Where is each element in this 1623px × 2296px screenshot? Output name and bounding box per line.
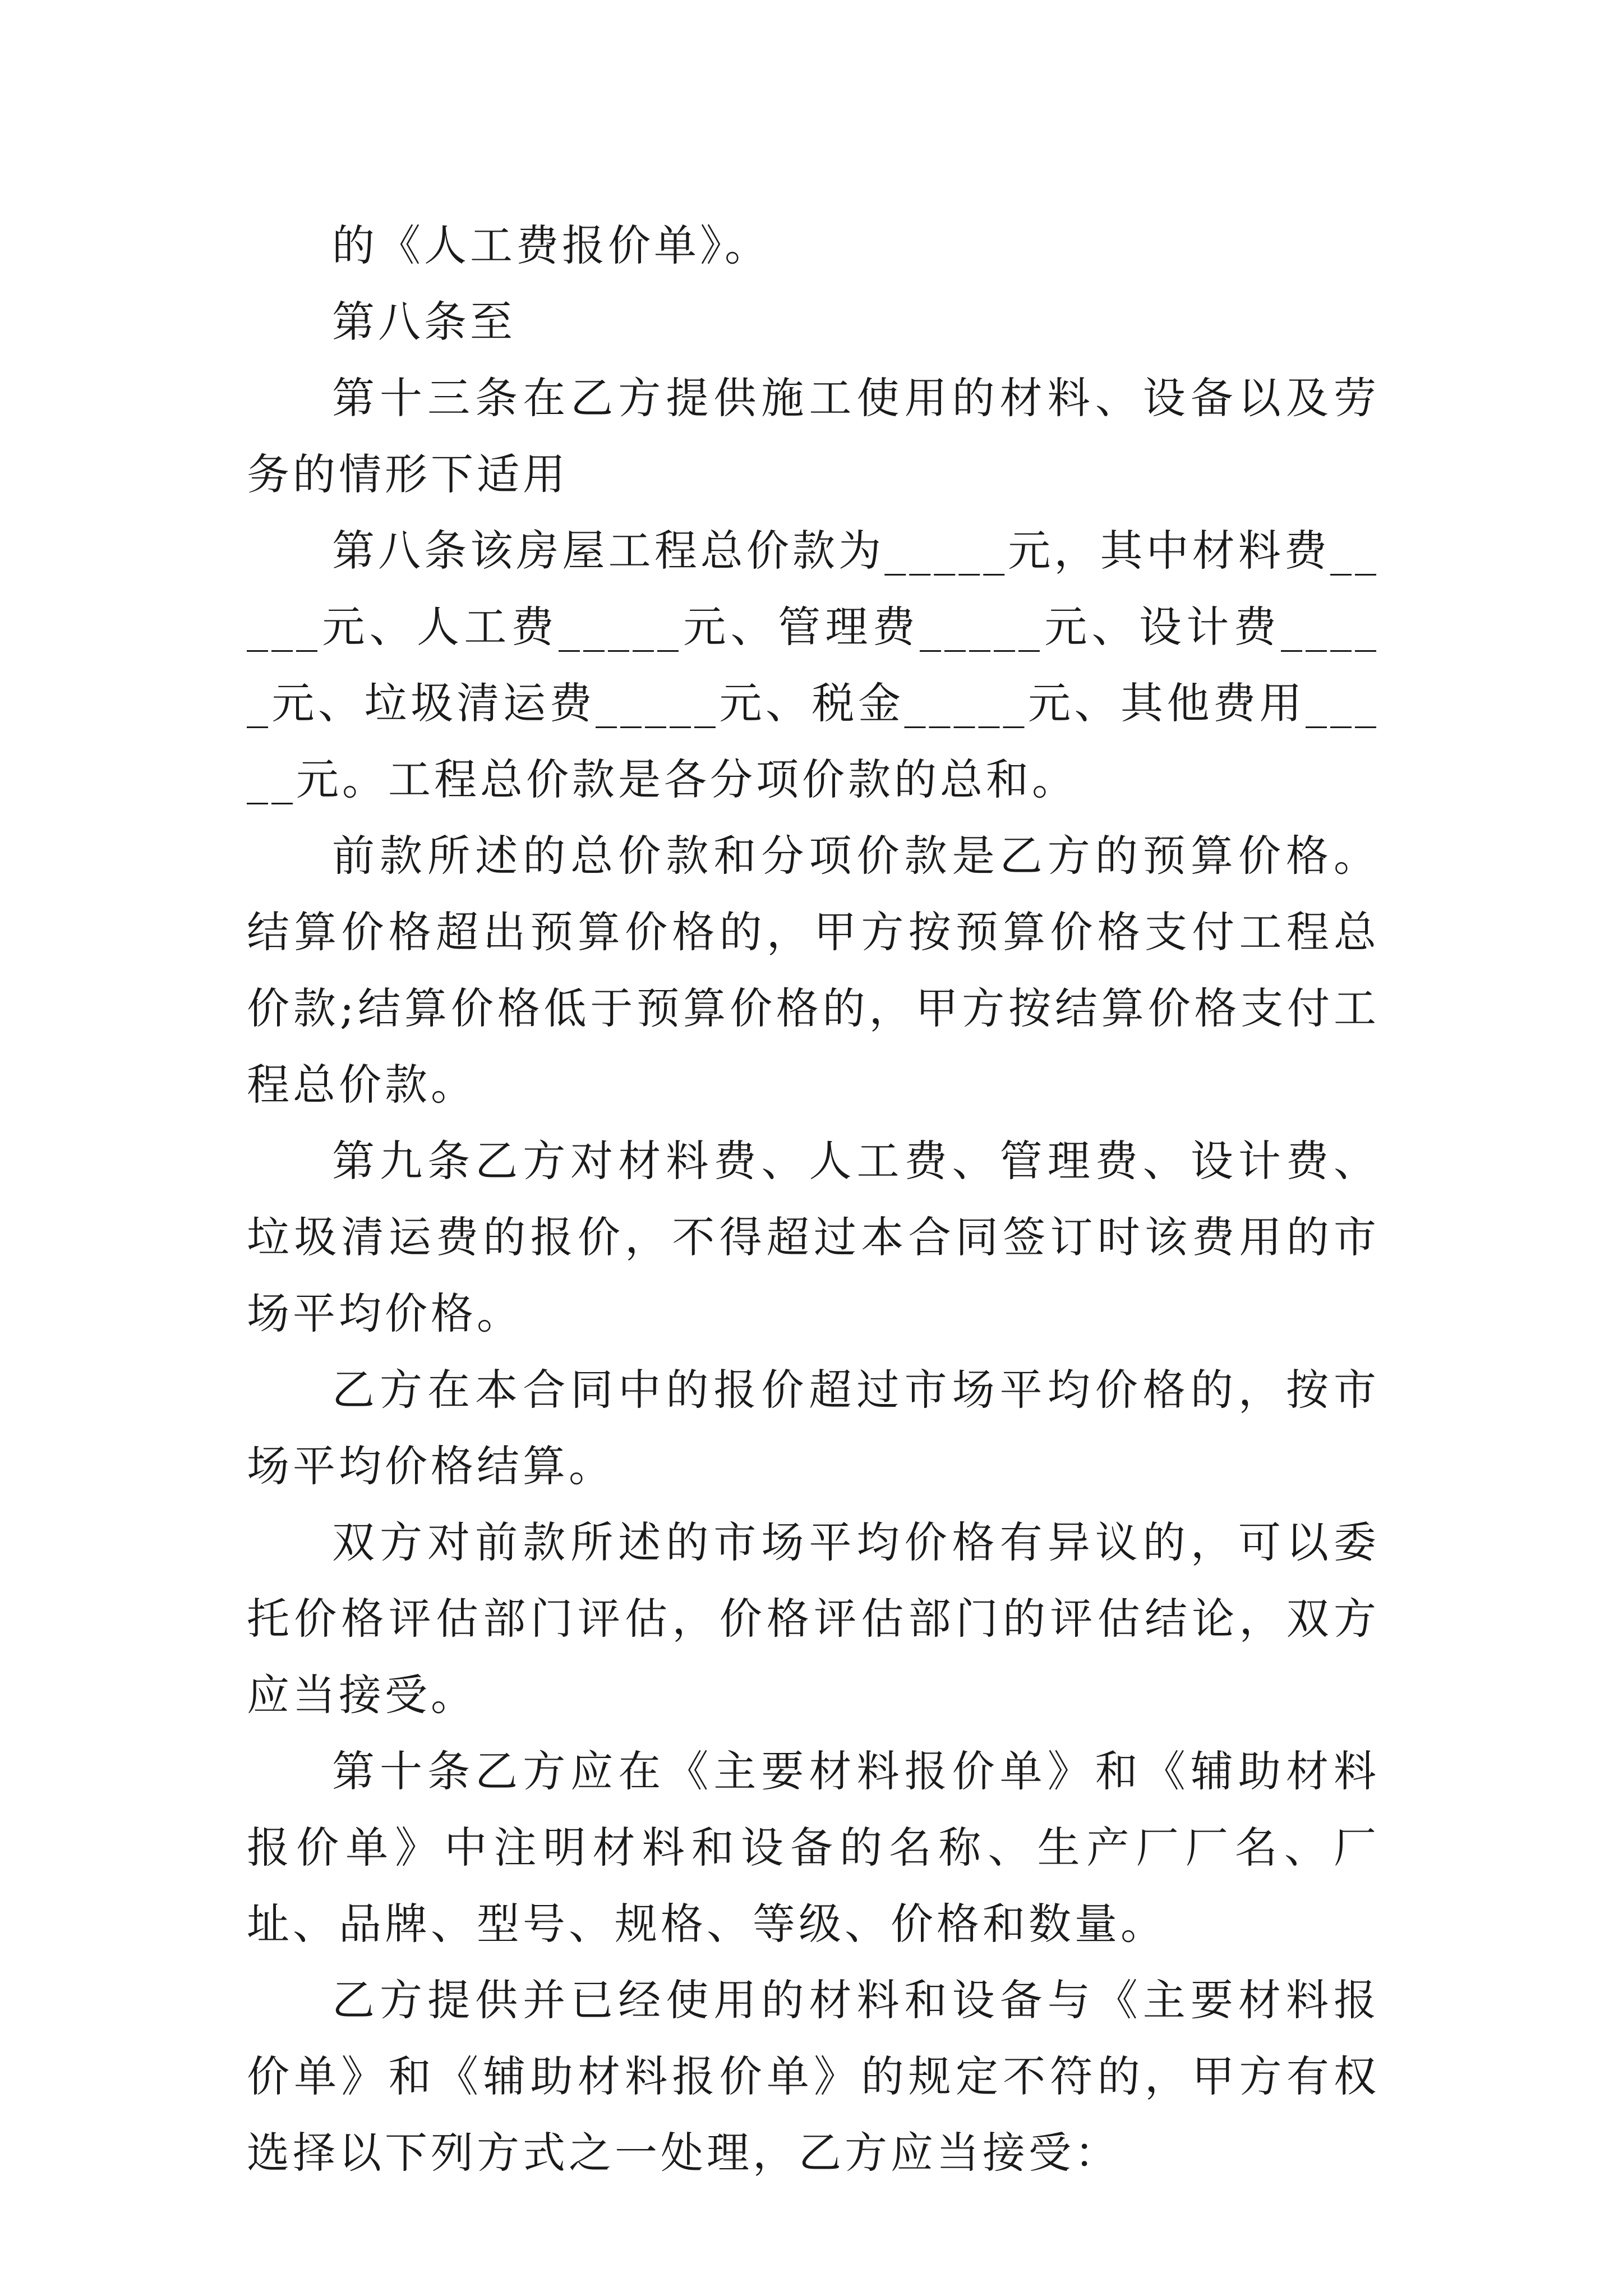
paragraph-labor-quote-ref: 的《人工费报价单》。 [332,220,771,270]
paragraph-article-10-material-details: 第十条乙方应在《主要材料报价单》和《辅助材料报价单》中注明材料和设备的名称、生产厂厂名、厂址、品牌、型号、规格、等级、价格和数量。 [247,1746,1380,1949]
paragraph-article-9-quote-limit: 第九条乙方对材料费、人工费、管理费、设计费、垃圾清运费的报价，不得超过本合同签订时该费用的市场平均价格。 [247,1136,1380,1338]
paragraph-article-13-scope: 第十三条在乙方提供施工使用的材料、设备以及劳务的情形下适用 [247,373,1380,499]
paragraph-nonconforming-materials: 乙方提供并已经使用的材料和设备与《主要材料报价单》和《辅助材料报价单》的规定不符的，甲方有权选择以下列方式之一处理，乙方应当接受： [247,1975,1380,2178]
paragraph-article-8-to: 第八条至 [332,297,516,347]
paragraph-budget-price: 前款所述的总价款和分项价款是乙方的预算价格。结算价格超出预算价格的，甲方按预算价格支付工程总价款;结算价格低于预算价格的，甲方按结算价格支付工程总价款。 [247,831,1380,1110]
paragraph-price-dispute: 双方对前款所述的市场平均价格有异议的，可以委托价格评估部门评估，价格评估部门的评估结论，双方应当接受。 [247,1517,1380,1720]
paragraph-article-8-total-price: 第八条该房屋工程总价款为_____元，其中材料费_____元、人工费_____元、管理费_____元、设计费_____元、垃圾清运费_____元、税金_____元、其他费用_____元。工程总价款是各分项价款的总和。 [247,526,1380,804]
document-body [247,208,1380,2191]
paragraph-market-average-settlement: 乙方在本合同中的报价超过市场平均价格的，按市场平均价格结算。 [247,1365,1380,1491]
